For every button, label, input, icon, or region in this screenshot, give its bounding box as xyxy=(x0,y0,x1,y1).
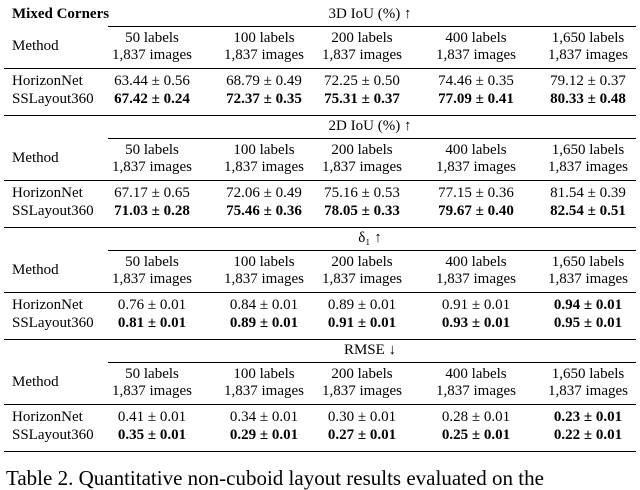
table-cell: 0.89 ± 0.01 xyxy=(327,297,397,313)
table-cell: 71.03 ± 0.28 xyxy=(114,203,190,219)
method-name: HorizonNet xyxy=(12,73,83,89)
column-labels: 50 labels xyxy=(125,254,179,270)
table-cell: 72.25 ± 0.50 xyxy=(324,73,400,89)
section-rule xyxy=(4,115,636,116)
metric-header: 2D IoU (%) ↑ xyxy=(328,118,412,134)
metric-header: δ₁ ↑ xyxy=(358,230,382,246)
method-header: Method xyxy=(12,374,59,390)
method-header: Method xyxy=(12,150,59,166)
column-labels: 1,650 labels xyxy=(551,30,625,46)
column-labels: 200 labels xyxy=(331,142,393,158)
table-cell: 0.23 ± 0.01 xyxy=(553,409,623,425)
table-cell: 82.54 ± 0.51 xyxy=(550,203,626,219)
table-cell: 0.91 ± 0.01 xyxy=(441,297,511,313)
table-cell: 78.05 ± 0.33 xyxy=(324,203,400,219)
column-labels: 400 labels xyxy=(445,254,507,270)
metric-header: RMSE ↓ xyxy=(343,342,397,358)
method-name: HorizonNet xyxy=(12,297,83,313)
table-cell: 0.94 ± 0.01 xyxy=(553,297,623,313)
column-images: 1,837 images xyxy=(112,159,192,175)
table-cell: 0.34 ± 0.01 xyxy=(229,409,299,425)
table-cell: 63.44 ± 0.56 xyxy=(114,73,190,89)
metric-underline xyxy=(108,138,636,139)
section-rule xyxy=(4,339,636,340)
table-cell: 0.91 ± 0.01 xyxy=(327,315,397,331)
metric-header: 3D IoU (%) ↑ xyxy=(328,6,412,22)
table-cell: 0.93 ± 0.01 xyxy=(441,315,511,331)
table-cell: 0.30 ± 0.01 xyxy=(327,409,397,425)
table-cell: 0.22 ± 0.01 xyxy=(553,427,623,443)
table-cell: 0.29 ± 0.01 xyxy=(229,427,299,443)
column-labels: 50 labels xyxy=(125,142,179,158)
column-labels: 200 labels xyxy=(331,366,393,382)
column-labels: 100 labels xyxy=(233,254,295,270)
column-images: 1,837 images xyxy=(548,271,628,287)
column-images: 1,837 images xyxy=(224,159,304,175)
method-header: Method xyxy=(12,262,59,278)
table-cell: 77.15 ± 0.36 xyxy=(438,185,514,201)
column-labels: 100 labels xyxy=(233,366,295,382)
table-cell: 0.81 ± 0.01 xyxy=(117,315,187,331)
method-name: HorizonNet xyxy=(12,185,83,201)
column-images: 1,837 images xyxy=(322,47,402,63)
method-header: Method xyxy=(12,38,59,54)
table-cell: 0.76 ± 0.01 xyxy=(117,297,187,313)
table-cell: 77.09 ± 0.41 xyxy=(438,91,514,107)
method-name: SSLayout360 xyxy=(12,427,94,443)
column-images: 1,837 images xyxy=(548,47,628,63)
column-images: 1,837 images xyxy=(548,159,628,175)
table-cell: 74.46 ± 0.35 xyxy=(438,73,514,89)
column-labels: 400 labels xyxy=(445,30,507,46)
column-images: 1,837 images xyxy=(112,271,192,287)
method-name: HorizonNet xyxy=(12,409,83,425)
method-name: SSLayout360 xyxy=(12,91,94,107)
header-rule xyxy=(4,68,636,69)
column-labels: 200 labels xyxy=(331,30,393,46)
table-cell: 0.28 ± 0.01 xyxy=(441,409,511,425)
column-images: 1,837 images xyxy=(436,383,516,399)
table-cell: 72.06 ± 0.49 xyxy=(226,185,302,201)
column-images: 1,837 images xyxy=(436,271,516,287)
table-cell: 80.33 ± 0.48 xyxy=(550,91,626,107)
column-labels: 50 labels xyxy=(125,30,179,46)
column-images: 1,837 images xyxy=(322,271,402,287)
table-cell: 67.17 ± 0.65 xyxy=(114,185,190,201)
column-images: 1,837 images xyxy=(322,383,402,399)
table-cell: 68.79 ± 0.49 xyxy=(226,73,302,89)
column-images: 1,837 images xyxy=(548,383,628,399)
corner-label: Mixed Corners xyxy=(12,6,110,22)
table-cell: 0.84 ± 0.01 xyxy=(229,297,299,313)
column-images: 1,837 images xyxy=(224,271,304,287)
table-cell: 0.35 ± 0.01 xyxy=(117,427,187,443)
table-cell: 81.54 ± 0.39 xyxy=(550,185,626,201)
column-labels: 50 labels xyxy=(125,366,179,382)
table-cell: 0.25 ± 0.01 xyxy=(441,427,511,443)
table-cell: 75.46 ± 0.36 xyxy=(226,203,302,219)
table-cell: 0.89 ± 0.01 xyxy=(229,315,299,331)
column-images: 1,837 images xyxy=(322,159,402,175)
method-name: SSLayout360 xyxy=(12,315,94,331)
table-cell: 79.12 ± 0.37 xyxy=(550,73,626,89)
table-caption: Table 2. Quantitative non-cuboid layout results evaluated on the xyxy=(6,466,544,490)
column-images: 1,837 images xyxy=(224,47,304,63)
table-cell: 79.67 ± 0.40 xyxy=(438,203,514,219)
table-cell: 0.41 ± 0.01 xyxy=(117,409,187,425)
section-rule xyxy=(4,227,636,228)
method-name: SSLayout360 xyxy=(12,203,94,219)
header-rule xyxy=(4,180,636,181)
table-cell: 67.42 ± 0.24 xyxy=(114,91,190,107)
column-labels: 100 labels xyxy=(233,30,295,46)
table-cell: 75.31 ± 0.37 xyxy=(324,91,400,107)
column-images: 1,837 images xyxy=(436,159,516,175)
column-images: 1,837 images xyxy=(436,47,516,63)
column-images: 1,837 images xyxy=(224,383,304,399)
column-labels: 100 labels xyxy=(233,142,295,158)
column-images: 1,837 images xyxy=(112,47,192,63)
column-labels: 1,650 labels xyxy=(551,366,625,382)
table-cell: 72.37 ± 0.35 xyxy=(226,91,302,107)
table-cell: 0.95 ± 0.01 xyxy=(553,315,623,331)
table-cell: 75.16 ± 0.53 xyxy=(324,185,400,201)
column-labels: 400 labels xyxy=(445,366,507,382)
column-labels: 1,650 labels xyxy=(551,254,625,270)
section-rule xyxy=(4,451,636,452)
header-rule xyxy=(4,292,636,293)
metric-underline xyxy=(108,250,636,251)
column-images: 1,837 images xyxy=(112,383,192,399)
metric-underline xyxy=(108,362,636,363)
column-labels: 400 labels xyxy=(445,142,507,158)
table-cell: 0.27 ± 0.01 xyxy=(327,427,397,443)
header-rule xyxy=(4,404,636,405)
column-labels: 200 labels xyxy=(331,254,393,270)
column-labels: 1,650 labels xyxy=(551,142,625,158)
metric-underline xyxy=(108,26,636,27)
